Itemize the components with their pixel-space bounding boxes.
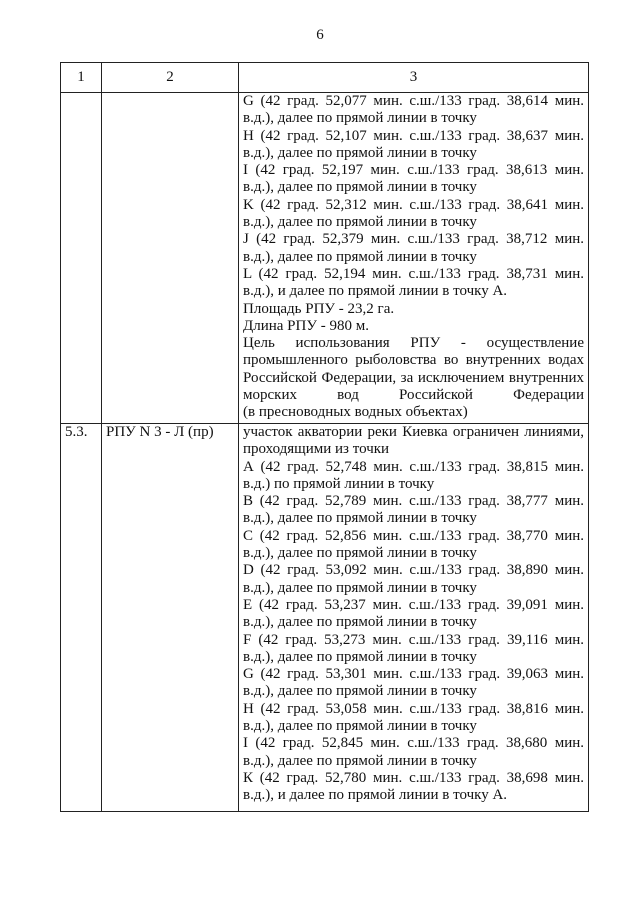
- text-line: F (42 град. 53,273 мин. с.ш./133 град. 39,116 мин.: [243, 631, 584, 648]
- text-line: С (42 град. 52,856 мин. с.ш./133 град. 38,770 мин.: [243, 527, 584, 544]
- row-description-cell: [239, 93, 589, 424]
- table-row: [61, 424, 589, 812]
- text-line: J (42 град. 52,379 мин. с.ш./133 град. 38,712 мин.: [243, 231, 584, 248]
- text-line: В (42 град. 52,789 мин. с.ш./133 град. 38,777 мин.: [243, 493, 584, 510]
- text-line: морских вод Российской Федерации: [243, 387, 584, 404]
- text-line: А (42 град. 52,748 мин. с.ш./133 град. 38,815 мин.: [243, 458, 584, 475]
- text-line: в.д.), далее по прямой линии в точку: [243, 110, 477, 127]
- row-name-cell: РПУ N 3 - Л (пр): [102, 424, 239, 812]
- text-line: в.д.), далее по прямой линии в точку: [243, 179, 477, 196]
- text-line: в.д.), далее по прямой линии в точку: [243, 545, 477, 562]
- text-line: Площадь РПУ - 23,2 га.: [243, 300, 395, 317]
- text-line: I (42 град. 52,845 мин. с.ш./133 град. 38,680 мин.: [243, 735, 584, 752]
- column-header-number: 1: [61, 63, 102, 93]
- text-line: в.д.), и далее по прямой линии в точку А.: [243, 787, 508, 804]
- text-line: в.д.), далее по прямой линии в точку: [243, 510, 477, 527]
- text-line: в.д.), и далее по прямой линии в точку А.: [243, 283, 508, 300]
- row-description-cell: [239, 424, 589, 812]
- text-line: Российской Федерации, за исключением внутренних: [243, 369, 584, 386]
- text-line: D (42 град. 53,092 мин. с.ш./133 град. 38,890 мин.: [243, 562, 584, 579]
- text-line: в.д.), далее по прямой линии в точку: [243, 752, 477, 769]
- text-line: участок акватории реки Киевка ограничен линиями,: [243, 424, 584, 440]
- text-line: Н (42 град. 53,058 мин. с.ш./133 град. 38,816 мин.: [243, 700, 584, 717]
- text-line: в.д.), далее по прямой линии в точку: [243, 718, 477, 735]
- text-line: H (42 град. 52,107 мин. с.ш./133 град. 38,637 мин.: [243, 127, 584, 144]
- text-line: G (42 град. 53,301 мин. с.ш./133 град. 39,063 мин.: [243, 666, 584, 683]
- text-line: проходящими из точки: [243, 441, 390, 458]
- text-line: в.д.), далее по прямой линии в точку: [243, 614, 477, 631]
- text-line: I (42 град. 52,197 мин. с.ш./133 град. 38,613 мин.: [243, 162, 584, 179]
- text-line: в.д.), далее по прямой линии в точку: [243, 683, 477, 700]
- text-line: К (42 град. 52,780 мин. с.ш./133 град. 38,698 мин.: [243, 769, 584, 786]
- row-name-cell: [102, 93, 239, 424]
- text-line: в.д.), далее по прямой линии в точку: [243, 648, 477, 665]
- row-number-cell: [61, 93, 102, 424]
- table-header-row: [61, 63, 589, 93]
- column-header-description: 3: [239, 63, 589, 93]
- text-line: промышленного рыболовства во внутренних водах: [243, 352, 584, 369]
- page-number: 6: [316, 27, 324, 43]
- text-line: в.д.), далее по прямой линии в точку: [243, 144, 477, 161]
- text-line: L (42 град. 52,194 мин. с.ш./133 град. 38,731 мин.: [243, 265, 584, 282]
- text-line: Длина РПУ - 980 м.: [243, 317, 369, 334]
- document-table: [60, 62, 589, 812]
- column-header-name: 2: [102, 63, 239, 93]
- text-line: G (42 град. 52,077 мин. с.ш./133 град. 38,614 мин.: [243, 93, 584, 109]
- text-line: в.д.), далее по прямой линии в точку: [243, 248, 477, 265]
- text-line: K (42 град. 52,312 мин. с.ш./133 град. 38,641 мин.: [243, 196, 584, 213]
- text-line: в.д.), далее по прямой линии в точку: [243, 214, 477, 231]
- text-line: Цель использования РПУ - осуществление: [243, 335, 584, 352]
- text-line: в.д.), далее по прямой линии в точку: [243, 579, 477, 596]
- text-line: в.д.) по прямой линии в точку: [243, 475, 435, 492]
- text-line: (в пресноводных водных объектах): [243, 404, 468, 421]
- table-row: [61, 93, 589, 424]
- row-number-cell: 5.3.: [61, 424, 102, 812]
- text-line: Е (42 град. 53,237 мин. с.ш./133 град. 39,091 мин.: [243, 596, 584, 613]
